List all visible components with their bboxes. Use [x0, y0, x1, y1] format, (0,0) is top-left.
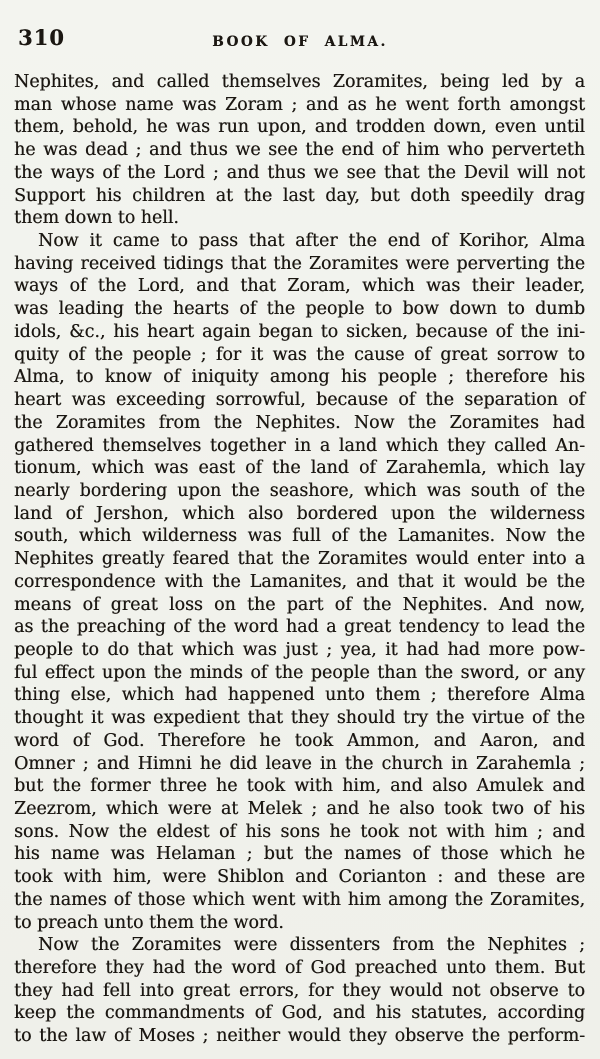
text-line: heart was exceeding sorrowful, because of the separation of — [14, 390, 585, 411]
text-line: the ways of the Lord ; and thus we see that the Devil will not — [14, 162, 585, 183]
page-number: 310 — [18, 25, 65, 50]
text-line: his name was Helaman ; but the names of those which he — [14, 844, 585, 865]
text-line: they had fell into great errors, for they would not observe to — [14, 980, 585, 1001]
text-line: the names of those which went with him among the Zoramites, — [14, 889, 585, 910]
text-line: was leading the hearts of the people to bow down to dumb — [14, 299, 585, 320]
text-line: Nephites, and called themselves Zoramites, being led by a — [14, 72, 585, 92]
paragraph — [14, 71, 585, 230]
text-line: he was dead ; and thus we see the end of him who perverteth — [14, 140, 585, 161]
text-line: them, behold, he was run upon, and trodden down, even until — [14, 117, 585, 138]
text-line: Support his children at the last day, but doth speedily drag — [14, 185, 585, 206]
text-line: to preach unto them the word. — [14, 912, 284, 933]
text-line: tionum, which was east of the land of Zarahemla, which lay — [14, 458, 585, 479]
text-line: Now it came to pass that after the end of Korihor, Alma — [38, 231, 585, 252]
running-title: BOOK OF ALMA. — [212, 34, 388, 50]
text-line: Now the Zoramites were dissenters from the Nephites ; — [38, 935, 585, 956]
text-line: them down to hell. — [14, 208, 179, 229]
text-line: having received tidings that the Zoramites were perverting the — [14, 253, 585, 274]
paragraph — [14, 934, 585, 1048]
text-line: keep the commandments of God, and his statutes, according — [14, 1003, 585, 1024]
text-line: Nephites greatly feared that the Zoramites would enter into a — [14, 549, 585, 570]
text-line: idols, &c., his heart again began to sicken, because of the ini- — [14, 321, 585, 342]
text-line: took with him, were Shiblon and Corianton : and these are — [14, 867, 585, 888]
page-body — [14, 71, 585, 1048]
text-line: thing else, which had happened unto them ; therefore Alma — [14, 685, 585, 706]
text-line: people to do that which was just ; yea, it had had more pow- — [14, 639, 585, 660]
text-line: land of Jershon, which also bordered upon the wilderness — [14, 503, 585, 524]
page-header — [0, 24, 600, 58]
text-line: gathered themselves together in a land which they called An- — [14, 435, 585, 456]
text-line: correspondence with the Lamanites, and that it would be the — [14, 571, 585, 592]
paragraph — [14, 230, 585, 934]
text-line: Omner ; and Himni he did leave in the church in Zarahemla ; — [14, 753, 585, 774]
text-line: word of God. Therefore he took Ammon, and Aaron, and — [14, 730, 585, 751]
text-line: the Zoramites from the Nephites. Now the Zoramites had — [14, 412, 585, 433]
text-line: quity of the people ; for it was the cause of great sorrow to — [14, 344, 585, 365]
text-line: ful effect upon the minds of the people than the sword, or any — [14, 662, 585, 683]
text-line: nearly bordering upon the seashore, which was south of the — [14, 480, 585, 501]
text-line: to the law of Moses ; neither would they observe the perform- — [14, 1026, 585, 1047]
text-line: therefore they had the word of God preached unto them. But — [14, 958, 585, 979]
text-line: means of great loss on the part of the Nephites. And now, — [14, 594, 585, 615]
text-line: as the preaching of the word had a great tendency to lead the — [14, 617, 585, 638]
text-line: Alma, to know of iniquity among his people ; therefore his — [14, 367, 585, 388]
text-line: sons. Now the eldest of his sons he took not with him ; and — [14, 821, 585, 842]
text-line: thought it was expedient that they should try the virtue of the — [14, 708, 585, 729]
text-line: south, which wilderness was full of the Lamanites. Now the — [14, 526, 585, 547]
text-line: ways of the Lord, and that Zoram, which was their leader, — [14, 276, 585, 297]
text-line: Zeezrom, which were at Melek ; and he also took two of his — [14, 799, 585, 819]
text-line: man whose name was Zoram ; and as he went forth amongst — [14, 94, 585, 115]
text-line: but the former three he took with him, and also Amulek and — [14, 776, 585, 797]
